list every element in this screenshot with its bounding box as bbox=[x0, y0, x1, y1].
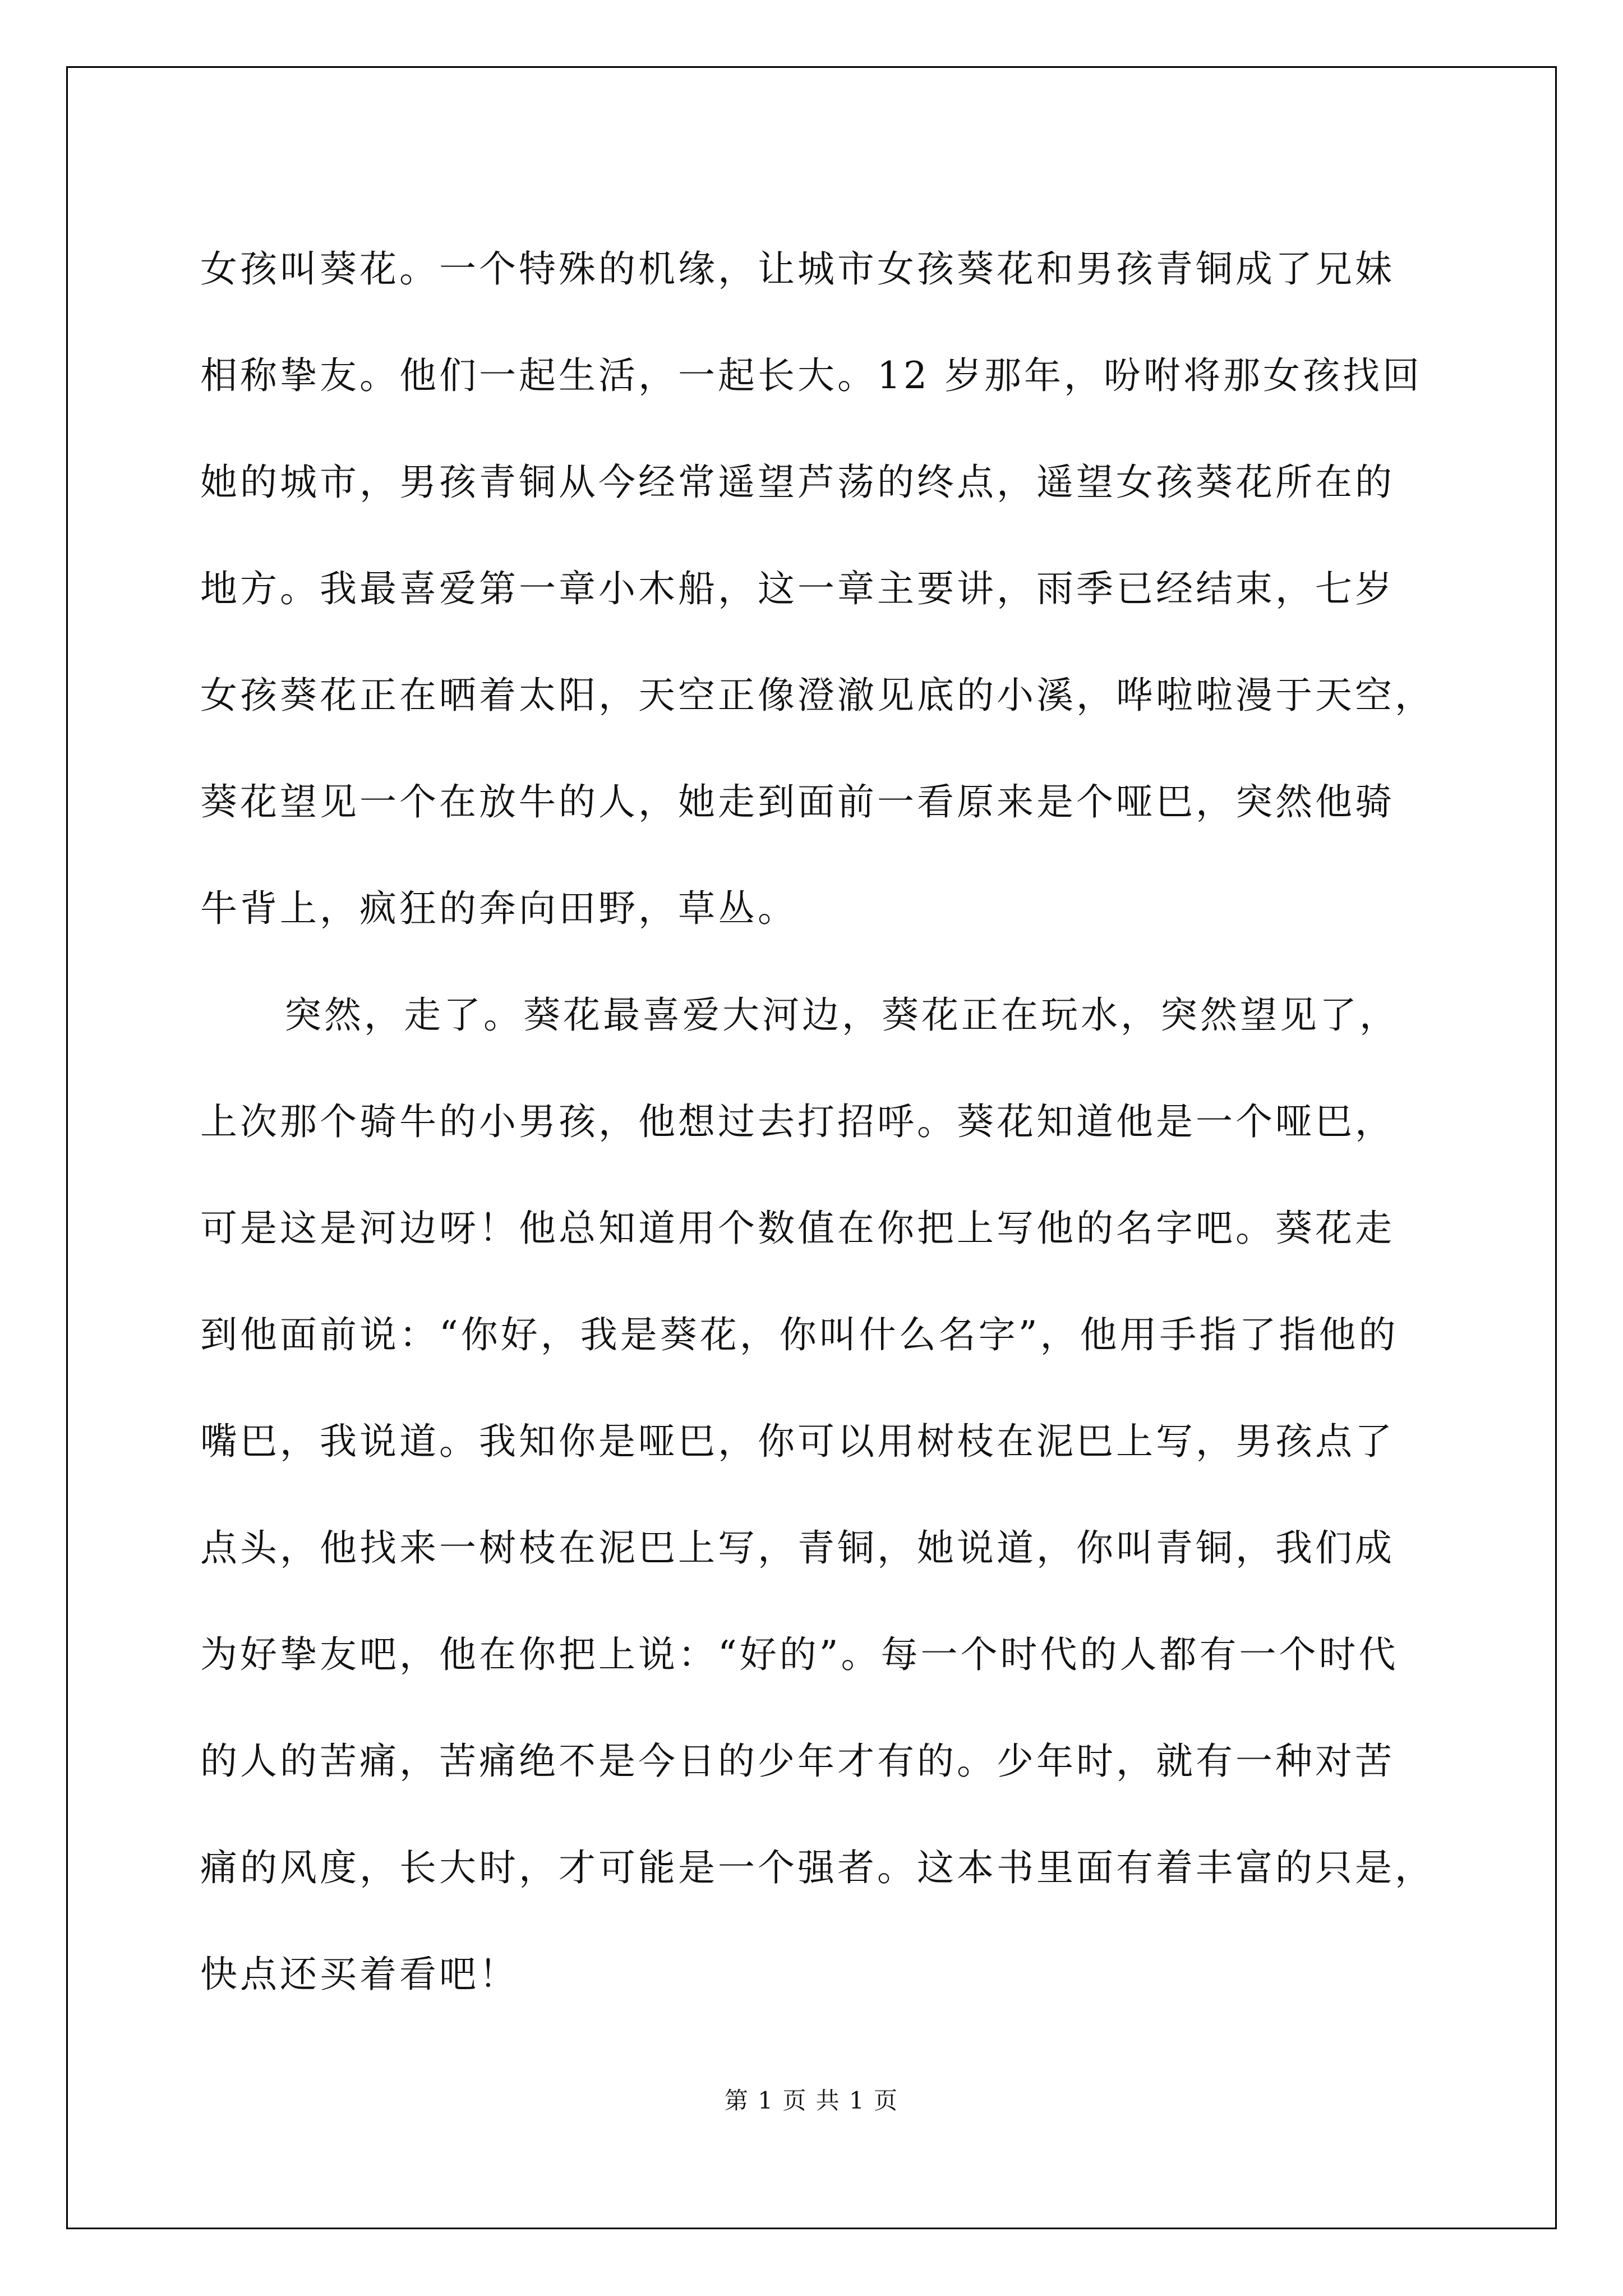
text-line: 可是这是河边呀！他总知道用个数值在你把上写他的名字吧。葵花走 bbox=[200, 1207, 1395, 1250]
document-body bbox=[200, 216, 1459, 2028]
text-line: 葵花望见一个在放牛的人，她走到面前一看原来是个哑巴，突然他骑 bbox=[200, 780, 1395, 823]
paragraph-2 bbox=[200, 962, 1459, 2028]
text-line: 的人的苦痛，苦痛绝不是今日的少年才有的。少年时，就有一种对苦 bbox=[200, 1740, 1395, 1783]
text-line: 为好挚友吧，他在你把上说：“好的”。每一个时代的人都有一个时代 bbox=[200, 1633, 1399, 1676]
text-line: 嘴巴，我说道。我知你是哑巴，你可以用树枝在泥巴上写，男孩点了 bbox=[200, 1420, 1395, 1463]
text-line: 上次那个骑牛的小男孩，他想过去打招呼。葵花知道他是一个哑巴， bbox=[200, 1100, 1395, 1143]
text-line: 她的城市，男孩青铜从今经常遥望芦荡的终点，遥望女孩葵花所在的 bbox=[200, 461, 1395, 504]
text-line: 相称挚友。他们一起生活，一起长大。12 岁那年，吩咐将那女孩找回 bbox=[200, 354, 1422, 397]
text-line: 女孩葵花正在晒着太阳，天空正像澄澈见底的小溪，哗啦啦漫于天空， bbox=[200, 674, 1435, 717]
text-line: 突然，走了。葵花最喜爱大河边，葵花正在玩水，突然望见了， bbox=[284, 993, 1399, 1037]
text-line: 地方。我最喜爱第一章小木船，这一章主要讲，雨季已经结束，七岁 bbox=[200, 567, 1395, 610]
text-line: 快点还买着看吧！ bbox=[200, 1953, 519, 1996]
text-line: 痛的风度，长大时，才可能是一个强者。这本书里面有着丰富的只是， bbox=[200, 1846, 1435, 1889]
page-number-footer: 第 1 页 共 1 页 bbox=[724, 2087, 899, 2114]
text-line: 到他面前说：“你好，我是葵花，你叫什么名字”，他用手指了指他的 bbox=[200, 1313, 1399, 1356]
paragraph-1 bbox=[200, 216, 1459, 962]
text-line: 点头，他找来一树枝在泥巴上写，青铜，她说道，你叫青铜，我们成 bbox=[200, 1526, 1395, 1570]
text-line: 女孩叫葵花。一个特殊的机缘，让城市女孩葵花和男孩青铜成了兄妹 bbox=[200, 247, 1395, 291]
text-line: 牛背上，疯狂的奔向田野，草丛。 bbox=[200, 887, 797, 930]
